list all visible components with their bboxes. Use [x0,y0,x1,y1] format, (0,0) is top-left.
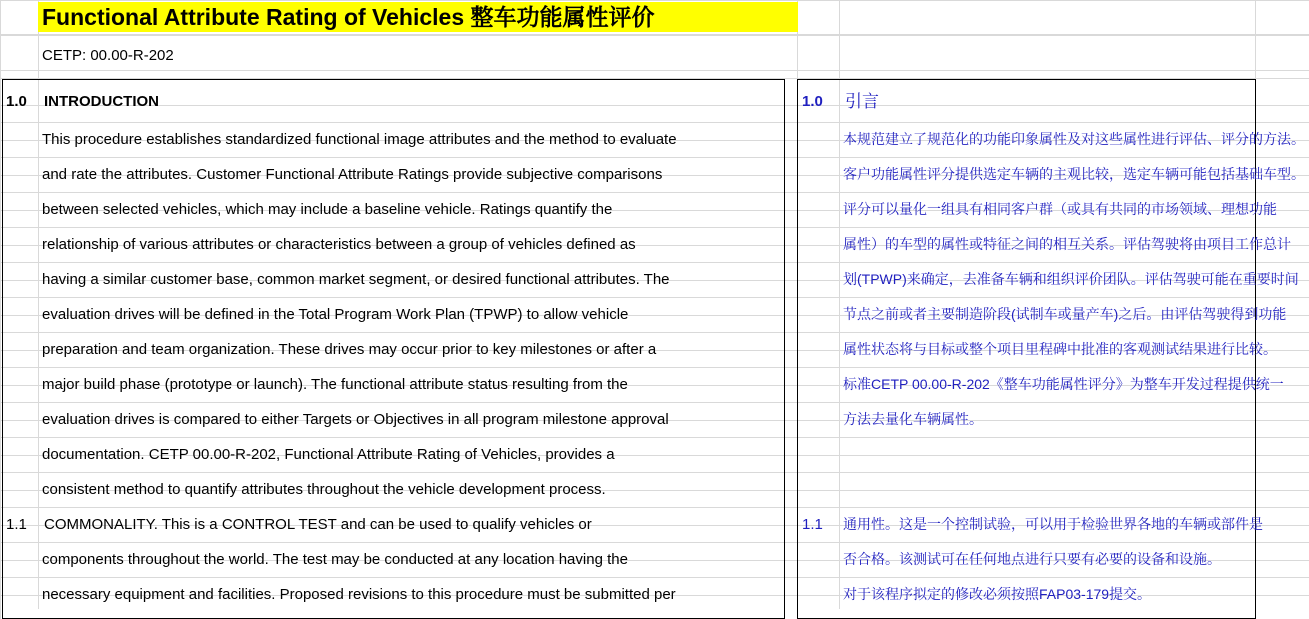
intro-line-cn: 本规范建立了规范化的功能印象属性及对这些属性进行评估、评分的方法。 [843,131,1305,147]
intro-line-en: having a similar customer base, common market segment, or desired functional attributes. The [42,271,670,288]
commonality-line-cn: 通用性。这是一个控制试验，可以用于检验世界各地的车辆或部件是 [843,516,1263,532]
intro-line-cn: 标准CETP 00.00-R-202《整车功能属性评分》为整车开发过程提供统一 [843,376,1284,392]
commonality-line-en: necessary equipment and facilities. Proposed revisions to this procedure must be submitted per [42,586,676,603]
intro-line-cn: 划(TPWP)来确定，去准备车辆和组织评价团队。评估驾驶可能在重要时间 [843,271,1299,287]
intro-line-en: relationship of various attributes or characteristics between a group of vehicles defined as [42,236,636,253]
intro-line-en: documentation. CETP 00.00-R-202, Functional Attribute Rating of Vehicles, provides a [42,446,615,463]
intro-heading-cn: 引言 [845,92,879,111]
commonality-number-en: 1.1 [6,516,27,533]
intro-line-en: preparation and team organization. These drives may occur prior to key milestones or after a [42,341,657,358]
intro-line-cn: 属性）的车型的属性或特征之间的相互关系。评估驾驶将由项目工作总计 [843,236,1291,252]
commonality-line-cn: 对于该程序拟定的修改必须按照FAP03-179提交。 [843,586,1152,602]
intro-line-cn: 节点之前或者主要制造阶段(试制车或量产车)之后。由评估驾驶得到功能 [843,306,1287,322]
intro-line-en: consistent method to quantify attributes throughout the vehicle development process. [42,481,606,498]
intro-line-en: major build phase (prototype or launch). The functional attribute status resulting from the [42,376,628,393]
intro-line-en: evaluation drives is compared to either Targets or Objectives in all program milestone approval [42,411,669,428]
intro-line-en: This procedure establishes standardized functional image attributes and the method to evaluate [42,131,677,148]
intro-line-cn: 客户功能属性评分提供选定车辆的主观比较，选定车辆可能包括基础车型。 [843,166,1305,182]
intro-line-en: between selected vehicles, which may include a baseline vehicle. Ratings quantify the [42,201,613,218]
intro-number-en: 1.0 [6,93,27,110]
intro-line-en: evaluation drives will be defined in the Total Program Work Plan (TPWP) to allow vehicle [42,306,629,323]
intro-number-cn: 1.0 [802,93,823,110]
intro-line-cn: 属性状态将与目标或整个项目里程碑中批准的客观测试结果进行比较。 [843,341,1277,357]
commonality-line-en: components throughout the world. The test may be conducted at any location having the [42,551,628,568]
intro-line-en: and rate the attributes. Customer Functional Attribute Ratings provide subjective comparisons [42,166,663,183]
commonality-line-en: COMMONALITY. This is a CONTROL TEST and can be used to qualify vehicles or [44,516,592,533]
intro-line-cn: 评分可以量化一组具有相同客户群（或具有共同的市场领域、理想功能 [843,201,1277,217]
intro-heading-en: INTRODUCTION [44,93,159,110]
intro-line-cn: 方法去量化车辆属性。 [843,411,983,427]
document-id: CETP: 00.00-R-202 [42,47,174,64]
document-title: Functional Attribute Rating of Vehicles 整车功能属性评价 [38,2,798,32]
commonality-line-cn: 否合格。该测试可在任何地点进行只要有必要的设备和设施。 [843,551,1221,567]
commonality-number-cn: 1.1 [802,516,823,533]
